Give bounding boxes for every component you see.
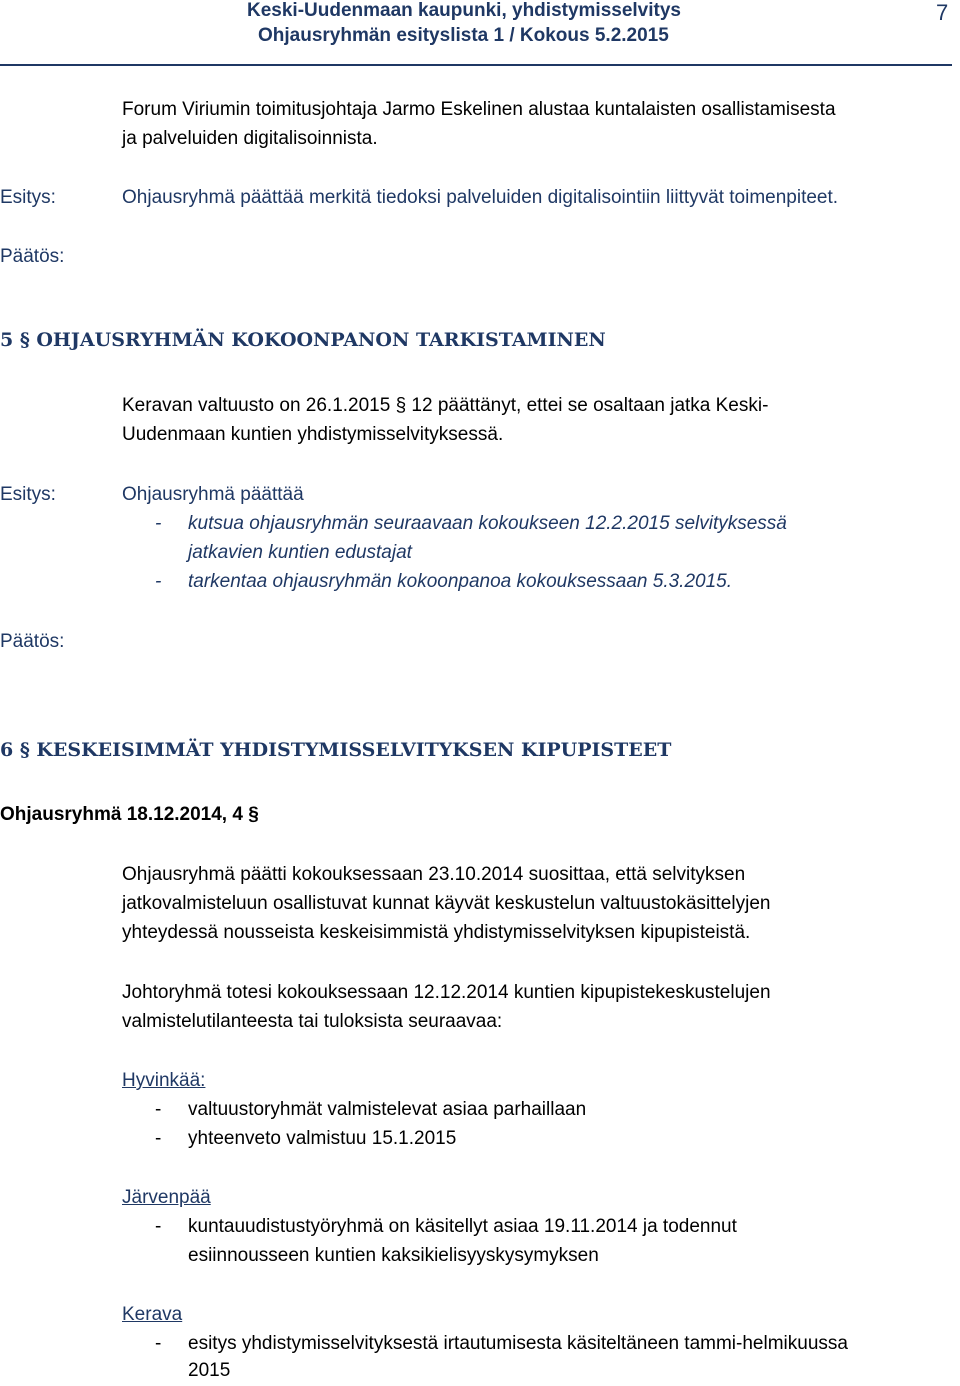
bullet-dash: - [155, 1333, 162, 1354]
header-org-title: Keski-Uudenmaan kaupunki, yhdistymisselvitys [247, 0, 681, 21]
kerava-bullet-1a: esitys yhdistymisselvityksestä irtautumisesta käsiteltäneen tammi-helmikuussa [188, 1333, 848, 1354]
bullet-dash: - [155, 1216, 162, 1237]
header-divider [0, 64, 952, 66]
paatos-label-4: Päätös: [0, 246, 65, 267]
subheading-kerava: Kerava [122, 1304, 183, 1325]
item4-esitys-text: Ohjausryhmä päättää merkitä tiedoksi palveluiden digitalisointiin liittyvät toimenpiteet. [122, 187, 839, 208]
hyvinkaa-bullet-1: valtuustoryhmät valmistelevat asiaa parhaillaan [188, 1099, 587, 1120]
item5-text-1: Keravan valtuusto on 26.1.2015 § 12 päättänyt, ettei se osaltaan jatka Keski- [122, 395, 769, 416]
item5-bullet-2: tarkentaa ohjausryhmän kokoonpanoa kokouksessaan 5.3.2015. [188, 571, 732, 592]
item6-para2-line1: Johtoryhmä totesi kokouksessaan 12.12.2014 kuntien kipupistekeskustelujen [122, 982, 771, 1003]
esitys-label-4: Esitys: [0, 187, 56, 208]
section-6-heading: 6 § KESKEISIMMÄT YHDISTYMISSELVITYKSEN KIPUPISTEET [0, 739, 672, 761]
section-5-heading: 5 § OHJAUSRYHMÄN KOKOONPANON TARKISTAMINEN [0, 329, 606, 351]
item5-bullet-1a: kutsua ohjausryhmän seuraavaan kokoukseen 12.2.2015 selvityksessä [188, 513, 787, 534]
item5-text-2: Uudenmaan kuntien yhdistymisselvityksessä. [122, 424, 504, 445]
item5-esitys-intro: Ohjausryhmä päättää [122, 484, 304, 505]
subheading-hyvinkaa: Hyvinkää: [122, 1070, 206, 1091]
paatos-label-5: Päätös: [0, 631, 65, 652]
item6-reference: Ohjausryhmä 18.12.2014, 4 § [0, 804, 259, 825]
item6-para1-line1: Ohjausryhmä päätti kokouksessaan 23.10.2014 suosittaa, että selvityksen [122, 864, 746, 885]
item6-para1-line3: yhteydessä nousseista keskeisimmistä yhdistymisselvityksen kipupisteistä. [122, 922, 751, 943]
item5-bullet-1b: jatkavien kuntien edustajat [188, 542, 412, 563]
kerava-bullet-1b: 2015 [188, 1360, 231, 1381]
bullet-dash: - [155, 571, 162, 592]
header-doc-title: Ohjausryhmän esityslista 1 / Kokous 5.2.2015 [258, 25, 669, 46]
jarvenpaa-bullet-1a: kuntauudistustyöryhmä on käsitellyt asiaa 19.11.2014 ja todennut [188, 1216, 737, 1237]
hyvinkaa-bullet-2: yhteenveto valmistuu 15.1.2015 [188, 1128, 457, 1149]
item6-para1-line2: jatkovalmisteluun osallistuvat kunnat käyvät keskustelun valtuustokäsittelyjen [122, 893, 771, 914]
esitys-label-5: Esitys: [0, 484, 56, 505]
jarvenpaa-bullet-1b: esiinnousseen kuntien kaksikielisyyskysymyksen [188, 1245, 599, 1266]
intro-line-1: Forum Viriumin toimitusjohtaja Jarmo Eskelinen alustaa kuntalaisten osallistamisesta [122, 99, 836, 120]
item6-para2-line2: valmistelutilanteesta tai tuloksista seuraavaa: [122, 1011, 503, 1032]
subheading-jarvenpaa: Järvenpää [122, 1187, 211, 1208]
bullet-dash: - [155, 1099, 162, 1120]
bullet-dash: - [155, 1128, 162, 1149]
page-number: 7 [936, 0, 949, 25]
intro-line-2: ja palveluiden digitalisoinnista. [122, 128, 378, 149]
bullet-dash: - [155, 513, 162, 534]
